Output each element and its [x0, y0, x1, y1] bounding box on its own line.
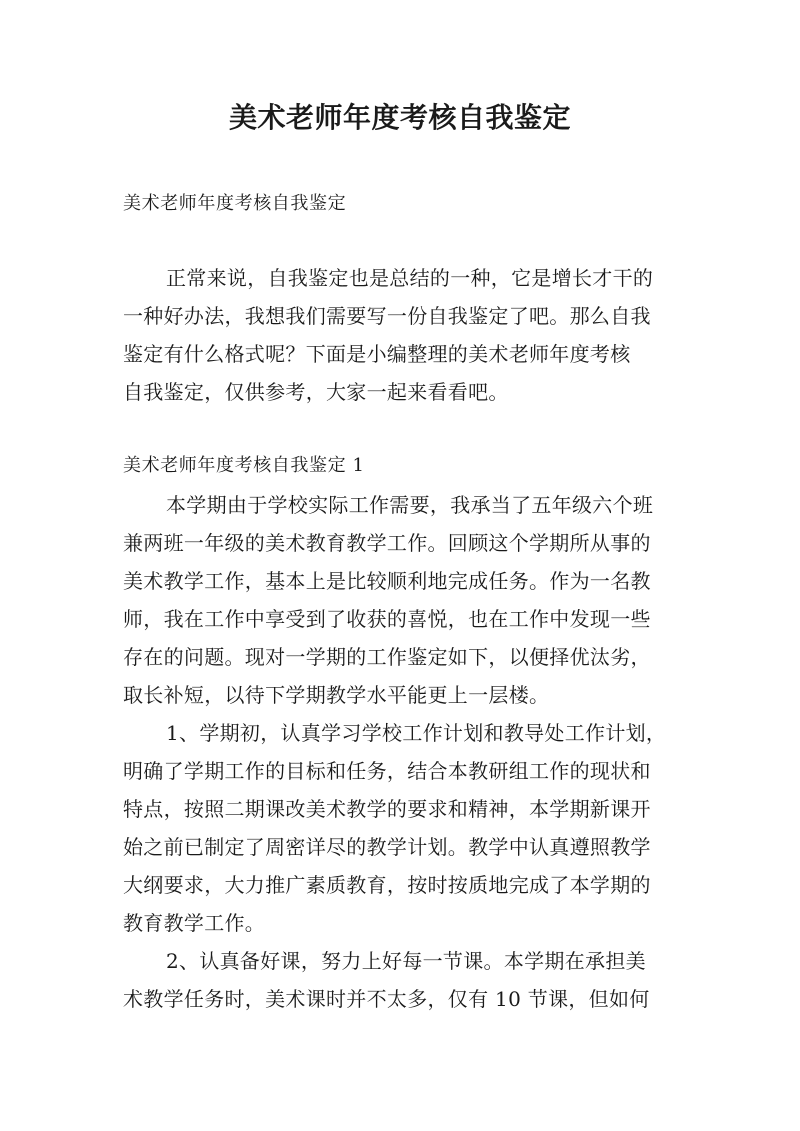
body-line: 大纲要求，大力推广素质教育，按时按质地完成了本学期的 [123, 873, 651, 897]
intro-line: 鉴定有什么格式呢？下面是小编整理的美术老师年度考核 [123, 342, 631, 366]
body-line: 教育教学工作。 [123, 911, 266, 935]
body-line: 取长补短，以待下学期教学水平能更上一层楼。 [123, 683, 550, 707]
body-line: 2、认真备好课，努力上好每一节课。本学期在承担美 [166, 949, 646, 973]
body-line: 1、学期初，认真学习学校工作计划和教导处工作计划， [166, 721, 667, 745]
body-line: 兼两班一年级的美术教育教学工作。回顾这个学期所从事的 [123, 531, 651, 555]
document-title: 美术老师年度考核自我鉴定 [228, 101, 571, 134]
body-line: 始之前已制定了周密详尽的教学计划。教学中认真遵照教学 [123, 835, 651, 859]
body-line: 术教学任务时，美术课时并不太多，仅有 10 节课，但如何 [123, 987, 650, 1011]
intro-line: 一种好办法，我想我们需要写一份自我鉴定了吧。那么自我 [123, 304, 651, 328]
body-line: 本学期由于学校实际工作需要，我承当了五年级六个班 [166, 493, 654, 517]
body-line: 美术教学工作，基本上是比较顺利地完成任务。作为一名教 [123, 569, 651, 593]
body-line: 师，我在工作中享受到了收获的喜悦，也在工作中发现一些 [123, 607, 651, 631]
section-body [123, 486, 698, 1018]
document-subtitle: 美术老师年度考核自我鉴定 [123, 193, 347, 214]
body-line: 特点，按照二期课改美术教学的要求和精神，本学期新课开 [123, 797, 651, 821]
body-line: 存在的问题。现对一学期的工作鉴定如下，以便择优汰劣， [123, 645, 651, 669]
body-line: 明确了学期工作的目标和任务，结合本教研组工作的现状和 [123, 759, 651, 783]
intro-line: 自我鉴定，仅供参考，大家一起来看看吧。 [123, 380, 509, 404]
section-heading: 美术老师年度考核自我鉴定 1 [123, 455, 365, 476]
intro-line: 正常来说，自我鉴定也是总结的一种，它是增长才干的 [166, 266, 654, 290]
intro-paragraph [123, 259, 698, 411]
